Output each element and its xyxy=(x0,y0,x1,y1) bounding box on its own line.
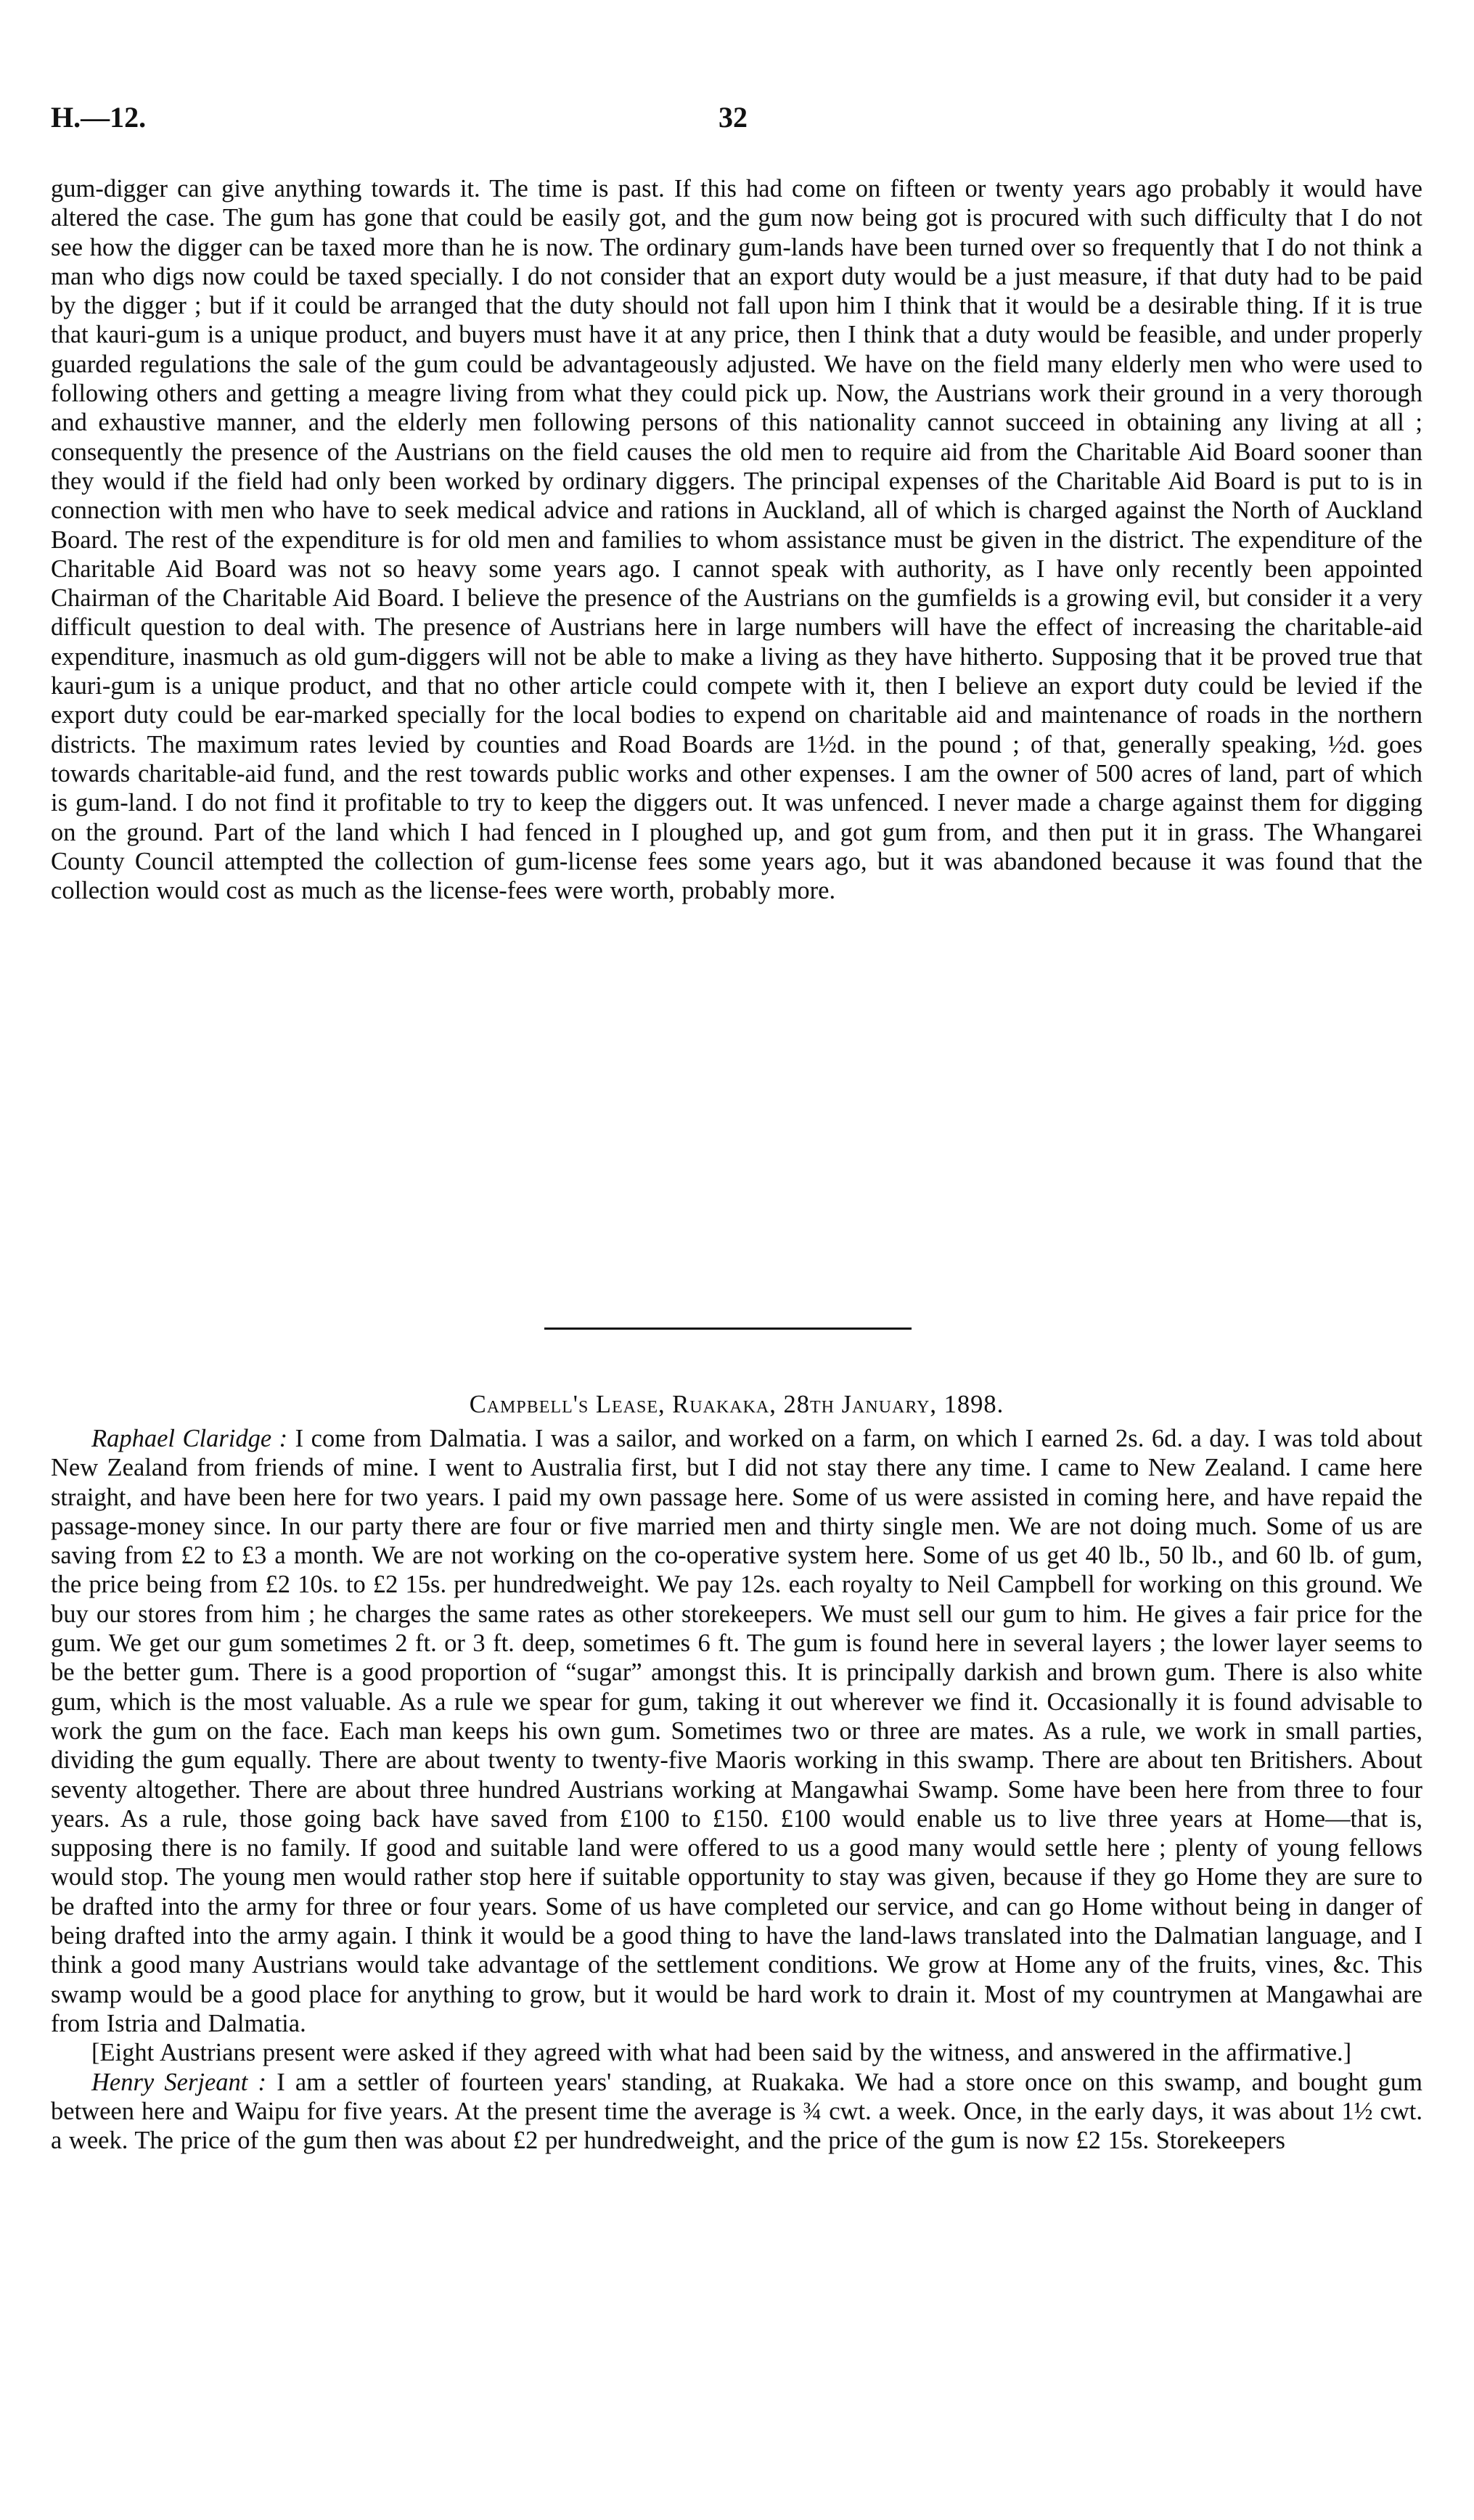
page-header xyxy=(51,100,1415,151)
document-code: H.—12. xyxy=(51,101,147,134)
section-heading: Campbell's Lease, Ruakaka, 28th January, 1898. xyxy=(469,1391,1004,1418)
speaker-name-claridge: Raphael Claridge : xyxy=(91,1425,288,1452)
section-divider xyxy=(544,1328,912,1330)
testimony-paragraph-serjeant xyxy=(51,2068,1422,2156)
testimony-paragraph-claridge xyxy=(51,1424,1422,2038)
testimony-block xyxy=(51,1424,1422,2155)
continuation-block xyxy=(51,174,1422,905)
speaker-name-serjeant: Henry Serjeant : xyxy=(91,2068,267,2096)
page-number: 32 xyxy=(718,101,748,134)
bracketed-note: [Eight Austrians present were asked if they agreed with what had been said by the witness, and answered in the affirmative.] xyxy=(91,2039,1352,2067)
testimony-text-claridge: I come from Dalmatia. I was a sailor, and worked on a farm, on which I earned 2s. 6d. a day. I was told about New Zealand from friends of mine. I went to Australia first, but I did not stay there any time. I came to New Zealand. I came here straight, and have been here for two years. I paid my own passage here. Some of us were assisted in coming here, and have repaid the passage-money since. In our party there are four or five married men and thirty single men. We are not doing much. Some of us are saving from £2 to £3 a month. We are not working on the co-operative system here. Some of us get 40 lb., 50 lb., and 60 lb. of gum, the price being from £2 10s. to £2 15s. per hundredweight. We pay 12s. each royalty to Neil Campbell for working on this ground. We buy our stores from him ; he charges the same rates as other storekeepers. We must sell our gum to him. He gives a fair price for the gum. We get our gum sometimes 2 ft. or 3 ft. deep, sometimes 6 ft. The gum is found here in several layers ; the lower layer seems to be the better gum. There is a good proportion of “sugar” amongst this. It is principally darkish and brown gum. There is also white gum, which is the most valuable. As a rule we spear for gum, taking it out wherever we find it. Occasionally it is found advisable to work the gum on the face. Each man keeps his own gum. Sometimes two or three are mates. As a rule, we work in small parties, dividing the gum equally. There are about twenty to twenty-five Maoris working in this swamp. There are about ten Britishers. About seventy altogether. There are about three hundred Austrians working at Mangawhai Swamp. Some have been here from three to four years. As a rule, those going back have saved from £100 to £150. £100 would enable us to live three years at Home—that is, supposing there is no family. If good and suitable land were offered to us a good many would settle here ; plenty of young fellows would stop. The young men would rather stop here if suitable opportunity to stay was given, because if they go Home they are sure to be drafted into the army for three or four years. Some of us have completed our service, and can go Home without being in danger of being drafted into the army again. I think it would be a good thing to have the land-laws translated into the Dalmatian language, and I think a good many Austrians would take advantage of the settlement conditions. We grow at Home any of the fruits, vines, &c. This swamp would be a good place for anything to grow, but it would be hard work to drain it. Most of my countrymen at Mangawhai are from Istria and Dalmatia. xyxy=(51,1425,1422,2037)
testimony-text-serjeant: I am a settler of fourteen years' standing, at Ruakaka. We had a store once on this swamp, and bought gum between here and Waipu for five years. At the present time the average is ¾ cwt. a week. Once, in the early days, it was about 1½ cwt. a week. The price of the gum then was about £2 per hundredweight, and the price of the gum is now £2 15s. Storekeepers xyxy=(51,2068,1422,2155)
continuation-paragraph: gum-digger can give anything towards it. The time is past. If this had come on fifteen or twenty years ago probably it would have altered the case. The gum has gone that could be easily got, and the gum now being got is procured with such difficulty that I do not see how the digger can be taxed more than he is now. The ordinary gum-lands have been turned over so frequently that I do not think a man who digs now could be taxed specially. I do not consider that an export duty would be a just measure, if that duty had to be paid by the digger ; but if it could be arranged that the duty should not fall upon him I think that it would be a desirable thing. If it is true that kauri-gum is a unique product, and buyers must have it at any price, then I think that a duty would be feasible, and under properly guarded regulations the sale of the gum could be advantageously adjusted. We have on the field many elderly men who were used to following others and getting a meagre living from what they could pick up. Now, the Austrians work their ground in a very thorough and exhaustive manner, and the elderly men following persons of this nationality cannot succeed in obtaining any living at all ; consequently the presence of the Austrians on the field causes the old men to require aid from the Charitable Aid Board sooner than they would if the field had only been worked by ordinary diggers. The principal expenses of the Charitable Aid Board is put to is in connection with men who have to seek medical advice and rations in Auckland, all of which is charged against the North of Auckland Board. The rest of the expenditure is for old men and families to whom assistance must be given in the district. The expenditure of the Charitable Aid Board was not so heavy some years ago. I cannot speak with authority, as I have only recently been appointed Chairman of the Charitable Aid Board. I believe the presence of the Austrians on the gumfields is a growing evil, but consider it a very difficult question to deal with. The presence of Austrians here in large numbers will have the effect of increasing the charitable-aid expenditure, inasmuch as old gum-diggers will not be able to make a living as they have hitherto. Supposing that it be proved true that kauri-gum is a unique product, and that no other article could compete with it, then I believe an export duty could be levied if the export duty could be ear-marked specially for the local bodies to expend on charitable aid and maintenance of roads in the northern districts. The maximum rates levied by counties and Road Boards are 1½d. in the pound ; of that, generally speaking, ½d. goes towards charitable-aid fund, and the rest towards public works and other expenses. I am the owner of 500 acres of land, part of which is gum-land. I do not find it profitable to try to keep the diggers out. It was unfenced. I never made a charge against them for digging on the ground. Part of the land which I had fenced in I ploughed up, and got gum from, and then put it in grass. The Whangarei County Council attempted the collection of gum-license fees some years ago, but it was abandoned because it was found that the collection would cost as much as the license-fees were worth, probably more. xyxy=(51,175,1422,905)
